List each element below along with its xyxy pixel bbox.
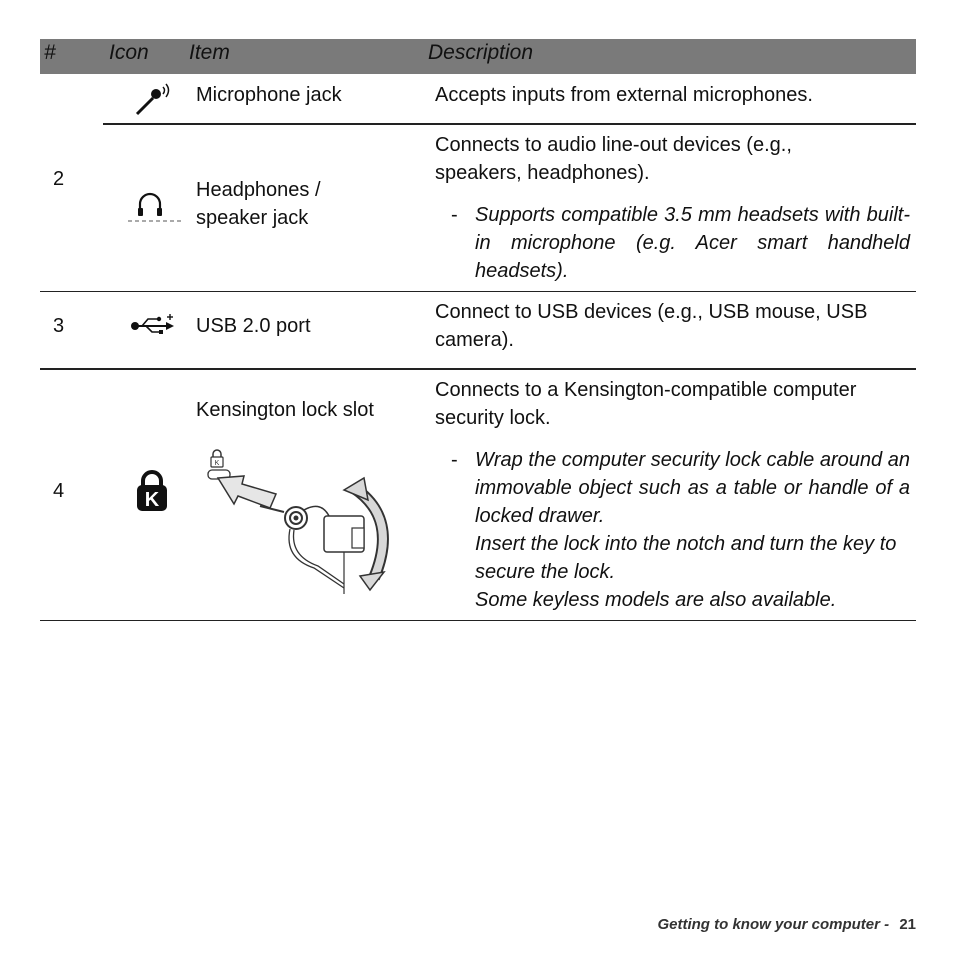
row-divider [40, 291, 916, 292]
row-number: 3 [53, 315, 65, 337]
description-text: Accepts inputs from external microphones. [435, 84, 813, 106]
row-divider [103, 123, 916, 125]
page-number: 21 [899, 916, 916, 933]
lock-illustration [204, 448, 404, 603]
item-label: USB 2.0 port [196, 315, 311, 337]
table-header [40, 39, 916, 74]
footer-text: Getting to know your computer - [657, 916, 890, 933]
kensington-lock-icon [135, 470, 169, 517]
note-text: Insert the lock into the notch and turn the key to secure the lock. [475, 533, 897, 583]
note-text: Some keyless models are also available. [475, 589, 837, 611]
row-divider [40, 368, 916, 370]
header-description: Description [428, 41, 534, 64]
description-text: Connect to USB devices (e.g., USB mouse, USB camera). [435, 301, 868, 351]
row-number: 2 [53, 168, 65, 190]
item-label: Microphone jack [196, 84, 342, 106]
note-marker: - [451, 204, 458, 226]
svg-text:K: K [214, 460, 220, 467]
header-item: Item [189, 41, 230, 64]
header-num: # [44, 41, 56, 64]
header-icon: Icon [109, 41, 149, 64]
description-text: Connects to a Kensington-compatible computer security lock. [435, 379, 857, 429]
description-text: Connects to audio line-out devices (e.g., speakers, headphones). [435, 134, 792, 184]
item-label: Headphones / speaker jack [196, 179, 321, 229]
svg-text:K: K [144, 489, 160, 511]
row-number: 4 [53, 480, 65, 502]
note-text: Wrap the computer security lock cable around an immovable object such as a table or handle of a locked drawer. [475, 449, 910, 527]
page-footer [657, 916, 916, 933]
row-divider [40, 620, 916, 621]
note-text: Supports compatible 3.5 mm headsets with built-in microphone (e.g. Acer smart handheld headsets). [475, 204, 910, 282]
usb-icon [130, 314, 176, 341]
headphones-icon [128, 190, 182, 229]
note-marker: - [451, 449, 458, 471]
microphone-icon [133, 83, 171, 122]
item-label: Kensington lock slot [196, 399, 374, 421]
